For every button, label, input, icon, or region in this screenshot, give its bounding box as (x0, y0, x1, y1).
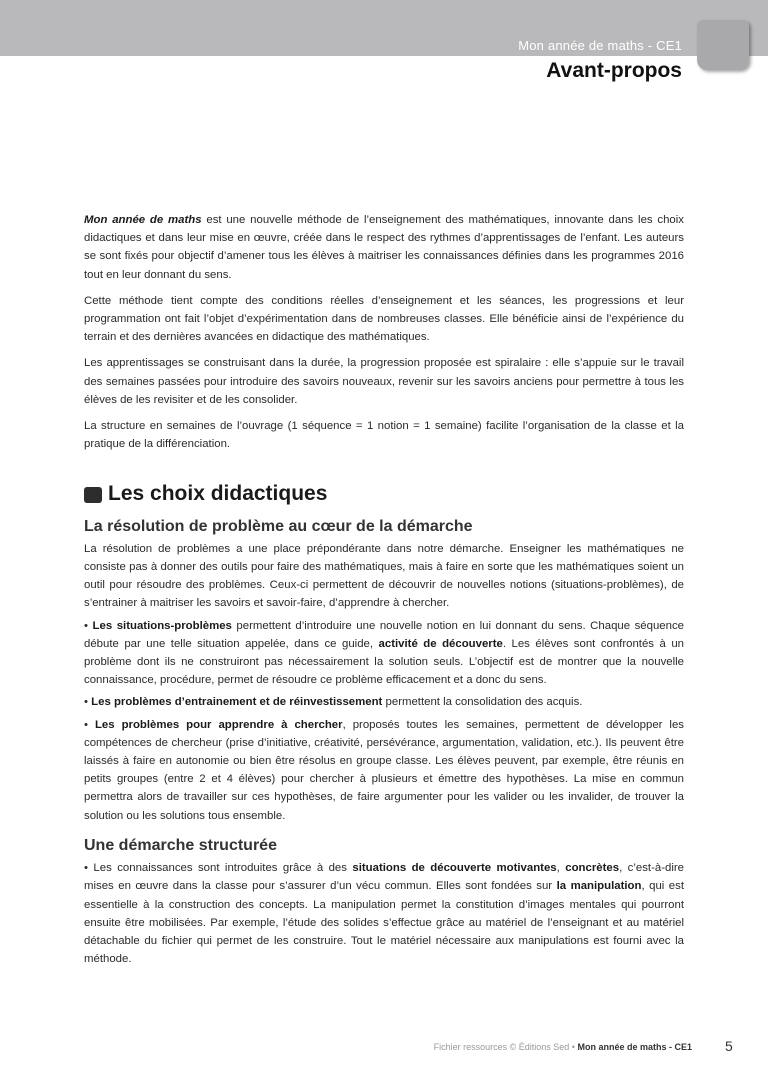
section-title: Les choix didactiques (108, 482, 328, 506)
corner-tab (697, 20, 749, 70)
bullet-4-text-d: , qui est essentielle à la construction des concepts. La manipulation permet la constitution d’images mentales qui pourront ensuite être mobilisées. Par exemple, l’étude des solides s’effectue grâce au matériel de l’enseignant et au matériel détachable du fichier qui permet de les construire. Tout le matériel nécessaire aux manipulations est fourni avec la méthode. (84, 880, 684, 966)
bullet-1-strong-b: activité de découverte (378, 637, 503, 650)
subsection-heading-1: La résolution de problème au cœur de la démarche (84, 517, 473, 535)
bullet-icon: • (84, 862, 94, 875)
bullet-4-text-b: , (556, 862, 566, 875)
main-content (84, 211, 684, 972)
intro-paragraph-3: Les apprentissages se construisant dans la durée, la progression proposée est spiralaire : elle s’appuie sur le travail des semaines passées pour introduire des savoirs nouveaux, revenir sur les savoirs anciens pour permettre à tous les élèves de les revisiter et de les consolider. (84, 357, 684, 406)
page-title: Avant-propos (546, 59, 682, 82)
bullet-1-strong: Les situations-problèmes (92, 619, 232, 632)
bullet-1-text-b: . Les élèves sont confrontés à un problème dont ils ne construiront pas nécessairement la solution seuls. L’objectif est de montrer que la nouvelle connaissance, procédure, permet de résoudre ce problème efficacement et a donc du sens. (84, 637, 684, 687)
footer-credit (434, 1042, 692, 1052)
subsection-1-paragraph: La résolution de problèmes a une place prépondérante dans notre démarche. Enseigner les mathématiques ne consiste pas à donner des outils pour faire des mathématiques, mais à faire en sorte que les mathématiques soient un outil pour résoudre des problèmes. Ceux-ci permettent de découvrir de nouvelles notions (situations-problèmes), de s’entrainer à maitriser les savoirs et savoir-faire, d’apprendre à chercher. (84, 542, 684, 610)
section-square-icon (84, 487, 102, 503)
bullet-2-text: permettent la consolidation des acquis. (382, 696, 583, 709)
intro-paragraph-4: La structure en semaines de l’ouvrage (1 séquence = 1 notion = 1 semaine) facilite l’organisation de la classe et la pratique de la différenciation. (84, 420, 684, 451)
bullet-4-text-c: , c’est-à-dire mises en œuvre dans la classe pour s’assurer d’un vécu commun. Elles sont fondées sur (84, 862, 684, 893)
footer-book-title: Mon année de maths - CE1 (577, 1042, 692, 1052)
bullet-4-strong-a: situations de découverte motivantes (352, 862, 557, 875)
intro-paragraph-1 (84, 211, 684, 284)
bullet-icon: • (84, 696, 92, 709)
subsection-heading-2: Une démarche structurée (84, 836, 277, 854)
bullet-4-text-a: Les connaissances sont introduites grâce à des (93, 862, 353, 875)
page-footer (0, 1040, 768, 1060)
bullet-1-text-a: permettent d’introduire une nouvelle notion en lui donnant du sens. Chaque séquence débute par une telle situation appelée, dans ce guide, (84, 619, 685, 650)
intro-paragraph-2: Cette méthode tient compte des conditions réelles d’enseignement et les séances, les progressions et leur programmation ont fait l’objet d’expérimentation dans de nombreuses classes. Elle bénéficie ainsi de l’expérience du terrain et des dernières avancées en didactique des mathématiques. (84, 294, 684, 344)
bullet-2-strong: Les problèmes d’entrainement et de réinvestissement (91, 696, 383, 709)
bullet-icon: • (84, 718, 95, 731)
page-number: 5 (725, 1038, 733, 1054)
section-heading (84, 482, 684, 506)
series-title: Mon année de maths - CE1 (518, 38, 682, 53)
bullet-3-text: , proposés toutes les semaines, permettent de développer les compétences de chercheur (prise d’initiative, créativité, persévérance, argumentation, validation, etc.). Ils peuvent être laissés à faire en autonomie ou bien être résolus en groupe classe. Les élèves peuvent, par exemple, être réunis en petits groupes (entre 2 et 4 élèves) pour chercher à plusieurs et émettre des hypothèses. La mise en commun permettra alors de travailler sur ces hypothèses, de faire argumenter pour les valider ou les invalider, de trouver la solution ou les solutions tous ensemble. (84, 718, 684, 822)
bullet-chercher (84, 716, 684, 825)
method-name: Mon année de maths (84, 214, 202, 226)
bullet-entrainement (84, 693, 684, 711)
bullet-4-strong-b: concrètes (565, 862, 620, 875)
bullet-3-strong: Les problèmes pour apprendre à chercher (94, 718, 343, 731)
intro-paragraph-1-text: est une nouvelle méthode de l’enseignement des mathématiques, innovante dans les choix didactiques et dans leur mise en œuvre, créée dans le respect des rythmes d’apprentissages de l’enfant. Les auteurs se sont fixés pour objectif d’amener tous les élèves à maitriser les connaissances définies dans les programmes 2016 tout en leur donnant du sens. (84, 214, 684, 281)
bullet-icon: • (84, 619, 93, 632)
bullet-4-strong-c: la manipulation (556, 880, 642, 893)
bullet-situations-problemes (84, 617, 684, 690)
footer-source: Fichier ressources © Éditions Sed • (433, 1042, 578, 1052)
bullet-demarche (84, 859, 684, 968)
